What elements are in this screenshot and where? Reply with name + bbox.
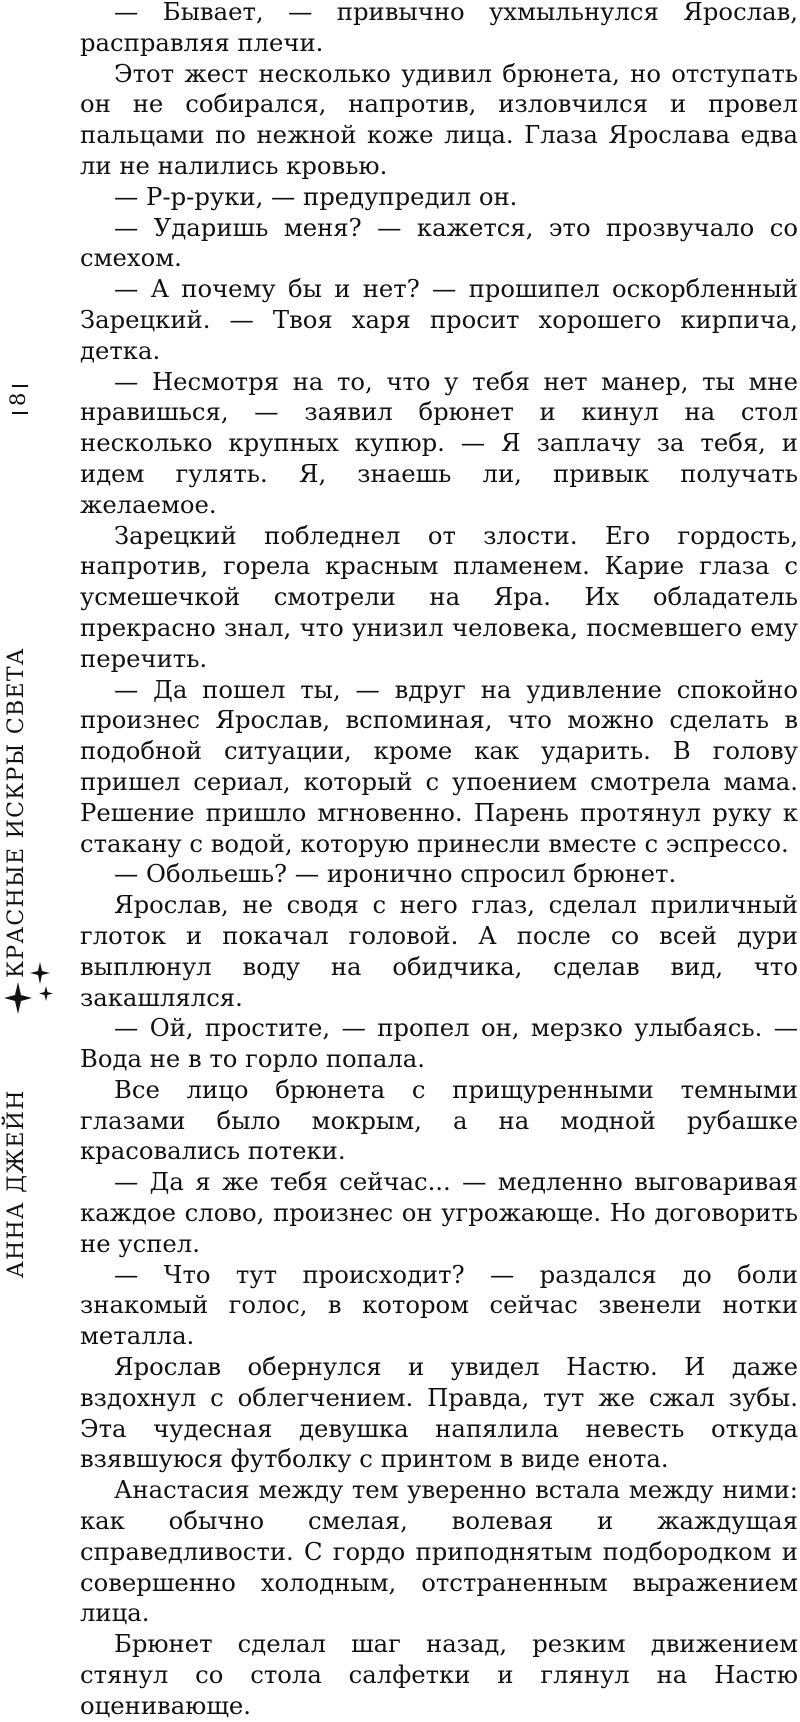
paragraph: — Р-р-руки, — предупредил он. <box>114 181 518 211</box>
paragraph: — Что тут происходит? — раздался до боли знакомый голос, в котором сейчас звенели нотки металла. <box>80 1259 798 1351</box>
paragraph: — А почему бы и нет? — прошипел оскорбленный Зарецкий. — Твоя харя просит хорошего кирпича, детка. <box>80 274 798 365</box>
paragraph: Этот жест несколько удивил брюнета, но отступать он не собирался, напротив, изловчился и провел пальцами по нежной коже лица. Глаза Ярослава едва ли не налились кровью. <box>80 58 798 180</box>
author-name: АННА ДЖЕЙН <box>4 1089 29 1278</box>
paragraph: Ярослав, не сводя с него глаз, сделал приличный глоток и покачал головой. А после со всей дури выплюнул воду на обидчика, сделав вид, что закашлялся. <box>80 890 798 1012</box>
page-number: 8 <box>6 379 30 420</box>
paragraph: Брюнет сделал шаг назад, резким движением стянул со стола салфетки и глянул на Настю оценивающе. <box>80 1629 798 1720</box>
book-title: КРАСНЫЕ ИСКРЫ СВЕТА <box>4 647 29 978</box>
paragraph: — Ударишь меня? — кажется, это прозвучало со смехом. <box>80 212 798 273</box>
paragraph: — Несмотря на то, что у тебя нет манер, ты мне нравишься, — заявил брюнет и кинул на стол несколько крупных купюр. — Я заплачу за тебя, и идем гулять. Я, знаешь ли, привык получать желаемое. <box>80 366 798 519</box>
page-sidebar <box>0 0 62 1280</box>
paragraph: Анастасия между тем уверенно встала между ними: как обычно смелая, волевая и жаждущая справедливости. С гордо приподнятым подбородком и совершенно холодным, отстраненным выражением лица. <box>80 1475 798 1628</box>
paragraph: — Бывает, — привычно ухмыльнулся Ярослав, расправляя плечи. <box>80 0 798 57</box>
paragraph: — Ой, простите, — пропел он, мерзко улыбаясь. — Вода не в то горло попала. <box>80 1013 798 1074</box>
running-head <box>4 558 29 1278</box>
body-text <box>80 0 798 1722</box>
paragraph: Ярослав обернулся и увидел Настю. И даже вздохнул с облегчением. Правда, тут же сжал зубы. Эта чудесная девушка напялила невесть откуда взявшуюся футболку с принтом в виде енота. <box>80 1352 798 1474</box>
sparkles-icon <box>2 958 58 1018</box>
paragraph: — Да я же тебя сейчас... — медленно выговаривая каждое слово, произнес он угрожающе. Но договорить не успел. <box>80 1167 798 1258</box>
paragraph: — Обольешь? — иронично спросил брюнет. <box>114 859 677 889</box>
paragraph: Зарецкий побледнел от злости. Его гордость, напротив, горела красным пламенем. Карие глаза с усмешечкой смотрели на Яра. Их обладатель прекрасно знал, что унизил человека, посмевшего ему перечить. <box>80 520 798 673</box>
paragraph: — Да пошел ты, — вдруг на удивление спокойно произнес Ярослав, вспоминая, что можно сделать в подобной ситуации, кроме как ударить. В голову пришел сериал, который с упоением смотрела мама. Решение пришло мгновенно. Парень протянул руку к стакану с водой, которую принесли вместе с эспрессо. <box>80 674 798 858</box>
paragraph: Все лицо брюнета с прищуренными темными глазами было мокрым, а на модной рубашке красовались потеки. <box>80 1074 798 1166</box>
